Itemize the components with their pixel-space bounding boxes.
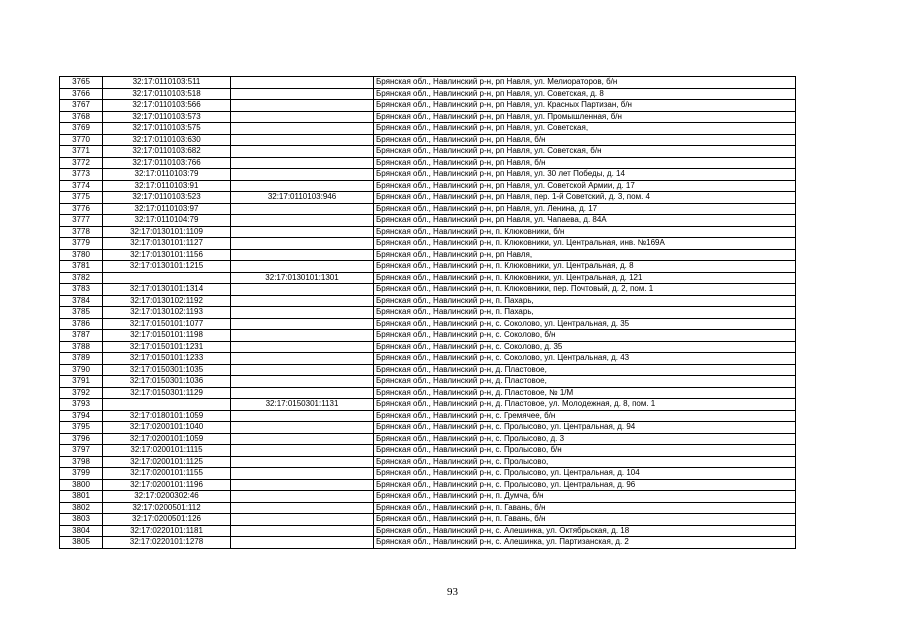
cadastral-number-cell: 32:17:0200101:1115 (103, 445, 231, 457)
address-cell: Брянская обл., Навлинский р-н, с. Алешинка, ул. Октябрьская, д. 18 (374, 525, 796, 537)
row-number-cell: 3783 (60, 284, 103, 296)
address-cell: Брянская обл., Навлинский р-н, с. Гремячее, б/н (374, 410, 796, 422)
table-row (60, 111, 796, 123)
cadastral-number-cell: 32:17:0130101:1156 (103, 249, 231, 261)
linked-cadastral-cell (231, 284, 374, 296)
cadastral-number-cell: 32:17:0110103:97 (103, 203, 231, 215)
row-number-cell: 3775 (60, 192, 103, 204)
cadastral-number-cell: 32:17:0110103:575 (103, 123, 231, 135)
address-cell: Брянская обл., Навлинский р-н, с. Пролысово, б/н (374, 445, 796, 457)
cadastral-number-cell: 32:17:0110103:511 (103, 77, 231, 89)
cadastral-number-cell: 32:17:0110103:630 (103, 134, 231, 146)
row-number-cell: 3801 (60, 491, 103, 503)
linked-cadastral-cell (231, 410, 374, 422)
row-number-cell: 3800 (60, 479, 103, 491)
address-cell: Брянская обл., Навлинский р-н, рп Навля, ул. Красных Партизан, б/н (374, 100, 796, 112)
address-cell: Брянская обл., Навлинский р-н, рп Навля, ул. Чапаева, д. 84А (374, 215, 796, 227)
row-number-cell: 3787 (60, 330, 103, 342)
address-cell: Брянская обл., Навлинский р-н, п. Пахарь, (374, 307, 796, 319)
table-row (60, 410, 796, 422)
cadastral-number-cell: 32:17:0130102:1193 (103, 307, 231, 319)
cadastral-number-cell: 32:17:0220101:1181 (103, 525, 231, 537)
linked-cadastral-cell (231, 479, 374, 491)
table-row (60, 399, 796, 411)
linked-cadastral-cell (231, 180, 374, 192)
row-number-cell: 3773 (60, 169, 103, 181)
row-number-cell: 3790 (60, 364, 103, 376)
table-row (60, 353, 796, 365)
address-cell: Брянская обл., Навлинский р-н, рп Навля, б/н (374, 134, 796, 146)
address-cell: Брянская обл., Навлинский р-н, с. Алешинка, ул. Партизанская, д. 2 (374, 537, 796, 549)
table-row (60, 203, 796, 215)
address-cell: Брянская обл., Навлинский р-н, рп Навля, б/н (374, 157, 796, 169)
row-number-cell: 3777 (60, 215, 103, 227)
table-row (60, 422, 796, 434)
table-row (60, 514, 796, 526)
cadastral-number-cell: 32:17:0150101:1231 (103, 341, 231, 353)
row-number-cell: 3789 (60, 353, 103, 365)
cadastral-number-cell: 32:17:0130102:1192 (103, 295, 231, 307)
table-row (60, 157, 796, 169)
table-row (60, 77, 796, 89)
row-number-cell: 3765 (60, 77, 103, 89)
table-row (60, 272, 796, 284)
cadastral-number-cell: 32:17:0150101:1077 (103, 318, 231, 330)
row-number-cell: 3768 (60, 111, 103, 123)
cadastral-number-cell: 32:17:0150101:1198 (103, 330, 231, 342)
table-row (60, 318, 796, 330)
cadastral-number-cell: 32:17:0200501:126 (103, 514, 231, 526)
linked-cadastral-cell (231, 238, 374, 250)
address-cell: Брянская обл., Навлинский р-н, рп Навля, ул. Советской Армии, д. 17 (374, 180, 796, 192)
table-row (60, 249, 796, 261)
cadastral-number-cell: 32:17:0110104:79 (103, 215, 231, 227)
table-row (60, 169, 796, 181)
table-row (60, 123, 796, 135)
linked-cadastral-cell (231, 491, 374, 503)
cadastral-number-cell: 32:17:0200101:1155 (103, 468, 231, 480)
table-row (60, 341, 796, 353)
linked-cadastral-cell (231, 77, 374, 89)
row-number-cell: 3785 (60, 307, 103, 319)
table-row (60, 307, 796, 319)
linked-cadastral-cell (231, 330, 374, 342)
cadastral-number-cell: 32:17:0110103:566 (103, 100, 231, 112)
address-cell: Брянская обл., Навлинский р-н, рп Навля, ул. Советская, д. 8 (374, 88, 796, 100)
cadastral-number-cell: 32:17:0110103:766 (103, 157, 231, 169)
linked-cadastral-cell (231, 249, 374, 261)
cadastral-number-cell: 32:17:0130101:1127 (103, 238, 231, 250)
row-number-cell: 3782 (60, 272, 103, 284)
linked-cadastral-cell (231, 146, 374, 158)
cadastral-number-cell: 32:17:0200101:1125 (103, 456, 231, 468)
row-number-cell: 3804 (60, 525, 103, 537)
cadastral-number-cell (103, 272, 231, 284)
row-number-cell: 3798 (60, 456, 103, 468)
address-cell: Брянская обл., Навлинский р-н, рп Навля, ул. Советская, б/н (374, 146, 796, 158)
linked-cadastral-cell (231, 111, 374, 123)
row-number-cell: 3802 (60, 502, 103, 514)
cadastral-number-cell: 32:17:0110103:91 (103, 180, 231, 192)
property-table (59, 76, 796, 549)
cadastral-number-cell: 32:17:0150101:1233 (103, 353, 231, 365)
linked-cadastral-cell (231, 376, 374, 388)
row-number-cell: 3794 (60, 410, 103, 422)
table-row (60, 330, 796, 342)
linked-cadastral-cell (231, 307, 374, 319)
table-row (60, 134, 796, 146)
address-cell: Брянская обл., Навлинский р-н, с. Пролысово, ул. Центральная, д. 94 (374, 422, 796, 434)
table-row (60, 88, 796, 100)
row-number-cell: 3779 (60, 238, 103, 250)
linked-cadastral-cell (231, 445, 374, 457)
address-cell: Брянская обл., Навлинский р-н, п. Гавань, б/н (374, 514, 796, 526)
address-cell: Брянская обл., Навлинский р-н, с. Пролысово, д. 3 (374, 433, 796, 445)
address-cell: Брянская обл., Навлинский р-н, с. Пролысово, (374, 456, 796, 468)
linked-cadastral-cell (231, 537, 374, 549)
address-cell: Брянская обл., Навлинский р-н, рп Навля, пер. 1-й Советский, д. 3, пом. 4 (374, 192, 796, 204)
address-cell: Брянская обл., Навлинский р-н, рп Навля, ул. 30 лет Победы, д. 14 (374, 169, 796, 181)
row-number-cell: 3784 (60, 295, 103, 307)
table-row (60, 146, 796, 158)
linked-cadastral-cell (231, 203, 374, 215)
linked-cadastral-cell (231, 226, 374, 238)
linked-cadastral-cell (231, 468, 374, 480)
linked-cadastral-cell (231, 353, 374, 365)
row-number-cell: 3771 (60, 146, 103, 158)
table-row (60, 261, 796, 273)
linked-cadastral-cell: 32:17:0110103:946 (231, 192, 374, 204)
row-number-cell: 3778 (60, 226, 103, 238)
table-row (60, 502, 796, 514)
address-cell: Брянская обл., Навлинский р-н, п. Клюковники, ул. Центральная, инв. №169А (374, 238, 796, 250)
cadastral-number-cell: 32:17:0220101:1278 (103, 537, 231, 549)
address-cell: Брянская обл., Навлинский р-н, п. Думча, б/н (374, 491, 796, 503)
row-number-cell: 3799 (60, 468, 103, 480)
cadastral-number-cell: 32:17:0110103:79 (103, 169, 231, 181)
linked-cadastral-cell (231, 88, 374, 100)
row-number-cell: 3781 (60, 261, 103, 273)
linked-cadastral-cell (231, 295, 374, 307)
row-number-cell: 3786 (60, 318, 103, 330)
cadastral-number-cell: 32:17:0130101:1215 (103, 261, 231, 273)
row-number-cell: 3795 (60, 422, 103, 434)
cadastral-number-cell: 32:17:0200101:1059 (103, 433, 231, 445)
row-number-cell: 3769 (60, 123, 103, 135)
linked-cadastral-cell (231, 157, 374, 169)
address-cell: Брянская обл., Навлинский р-н, д. Пластовое, (374, 364, 796, 376)
cadastral-number-cell: 32:17:0200101:1040 (103, 422, 231, 434)
address-cell: Брянская обл., Навлинский р-н, с. Соколово, д. 35 (374, 341, 796, 353)
table-row (60, 491, 796, 503)
cadastral-number-cell: 32:17:0110103:682 (103, 146, 231, 158)
table-row (60, 238, 796, 250)
row-number-cell: 3805 (60, 537, 103, 549)
cadastral-number-cell: 32:17:0200101:1196 (103, 479, 231, 491)
cadastral-number-cell: 32:17:0110103:523 (103, 192, 231, 204)
table-row (60, 295, 796, 307)
address-cell: Брянская обл., Навлинский р-н, д. Пластовое, (374, 376, 796, 388)
table-row (60, 180, 796, 192)
linked-cadastral-cell: 32:17:0150301:1131 (231, 399, 374, 411)
address-cell: Брянская обл., Навлинский р-н, с. Пролысово, ул. Центральная, д. 104 (374, 468, 796, 480)
linked-cadastral-cell (231, 100, 374, 112)
table-row (60, 226, 796, 238)
row-number-cell: 3793 (60, 399, 103, 411)
table-row (60, 445, 796, 457)
cadastral-number-cell: 32:17:0110103:518 (103, 88, 231, 100)
address-cell: Брянская обл., Навлинский р-н, рп Навля, (374, 249, 796, 261)
address-cell: Брянская обл., Навлинский р-н, д. Пластовое, № 1/М (374, 387, 796, 399)
table-row (60, 364, 796, 376)
linked-cadastral-cell (231, 123, 374, 135)
address-cell: Брянская обл., Навлинский р-н, п. Клюковники, пер. Почтовый, д. 2, пом. 1 (374, 284, 796, 296)
linked-cadastral-cell (231, 215, 374, 227)
linked-cadastral-cell (231, 422, 374, 434)
cadastral-number-cell: 32:17:0180101:1059 (103, 410, 231, 422)
row-number-cell: 3770 (60, 134, 103, 146)
cadastral-number-cell: 32:17:0200302:46 (103, 491, 231, 503)
table-row (60, 525, 796, 537)
linked-cadastral-cell (231, 169, 374, 181)
cadastral-number-cell: 32:17:0150301:1129 (103, 387, 231, 399)
row-number-cell: 3792 (60, 387, 103, 399)
linked-cadastral-cell (231, 433, 374, 445)
table-row (60, 376, 796, 388)
table-row (60, 468, 796, 480)
page-number: 93 (447, 586, 458, 598)
table-row (60, 100, 796, 112)
table-row (60, 479, 796, 491)
linked-cadastral-cell (231, 134, 374, 146)
address-cell: Брянская обл., Навлинский р-н, д. Пластовое, ул. Молодежная, д. 8, пом. 1 (374, 399, 796, 411)
address-cell: Брянская обл., Навлинский р-н, рп Навля, ул. Советская, (374, 123, 796, 135)
cadastral-number-cell: 32:17:0200501:112 (103, 502, 231, 514)
cadastral-number-cell (103, 399, 231, 411)
table-row (60, 456, 796, 468)
table-row (60, 192, 796, 204)
address-cell: Брянская обл., Навлинский р-н, с. Пролысово, ул. Центральная, д. 96 (374, 479, 796, 491)
table-row (60, 433, 796, 445)
address-cell: Брянская обл., Навлинский р-н, п. Клюковники, б/н (374, 226, 796, 238)
address-cell: Брянская обл., Навлинский р-н, с. Соколово, ул. Центральная, д. 35 (374, 318, 796, 330)
table-row (60, 537, 796, 549)
table-row (60, 387, 796, 399)
address-cell: Брянская обл., Навлинский р-н, п. Гавань, б/н (374, 502, 796, 514)
row-number-cell: 3772 (60, 157, 103, 169)
cadastral-number-cell: 32:17:0130101:1109 (103, 226, 231, 238)
row-number-cell: 3767 (60, 100, 103, 112)
row-number-cell: 3780 (60, 249, 103, 261)
address-cell: Брянская обл., Навлинский р-н, п. Пахарь, (374, 295, 796, 307)
cadastral-number-cell: 32:17:0150301:1035 (103, 364, 231, 376)
linked-cadastral-cell (231, 525, 374, 537)
row-number-cell: 3803 (60, 514, 103, 526)
row-number-cell: 3796 (60, 433, 103, 445)
linked-cadastral-cell (231, 502, 374, 514)
address-cell: Брянская обл., Навлинский р-н, с. Соколово, б/н (374, 330, 796, 342)
table-row (60, 215, 796, 227)
table-row (60, 284, 796, 296)
linked-cadastral-cell (231, 341, 374, 353)
linked-cadastral-cell (231, 261, 374, 273)
address-cell: Брянская обл., Навлинский р-н, рп Навля, ул. Мелиораторов, б/н (374, 77, 796, 89)
row-number-cell: 3791 (60, 376, 103, 388)
property-table-body (60, 77, 796, 549)
row-number-cell: 3788 (60, 341, 103, 353)
linked-cadastral-cell (231, 514, 374, 526)
row-number-cell: 3774 (60, 180, 103, 192)
linked-cadastral-cell (231, 387, 374, 399)
cadastral-number-cell: 32:17:0110103:573 (103, 111, 231, 123)
address-cell: Брянская обл., Навлинский р-н, с. Соколово, ул. Центральная, д. 43 (374, 353, 796, 365)
address-cell: Брянская обл., Навлинский р-н, п. Клюковники, ул. Центральная, д. 121 (374, 272, 796, 284)
linked-cadastral-cell (231, 456, 374, 468)
linked-cadastral-cell (231, 364, 374, 376)
row-number-cell: 3776 (60, 203, 103, 215)
linked-cadastral-cell: 32:17:0130101:1301 (231, 272, 374, 284)
row-number-cell: 3797 (60, 445, 103, 457)
address-cell: Брянская обл., Навлинский р-н, рп Навля, ул. Ленина, д. 17 (374, 203, 796, 215)
address-cell: Брянская обл., Навлинский р-н, п. Клюковники, ул. Центральная, д. 8 (374, 261, 796, 273)
cadastral-number-cell: 32:17:0150301:1036 (103, 376, 231, 388)
cadastral-number-cell: 32:17:0130101:1314 (103, 284, 231, 296)
linked-cadastral-cell (231, 318, 374, 330)
row-number-cell: 3766 (60, 88, 103, 100)
address-cell: Брянская обл., Навлинский р-н, рп Навля, ул. Промышленная, б/н (374, 111, 796, 123)
